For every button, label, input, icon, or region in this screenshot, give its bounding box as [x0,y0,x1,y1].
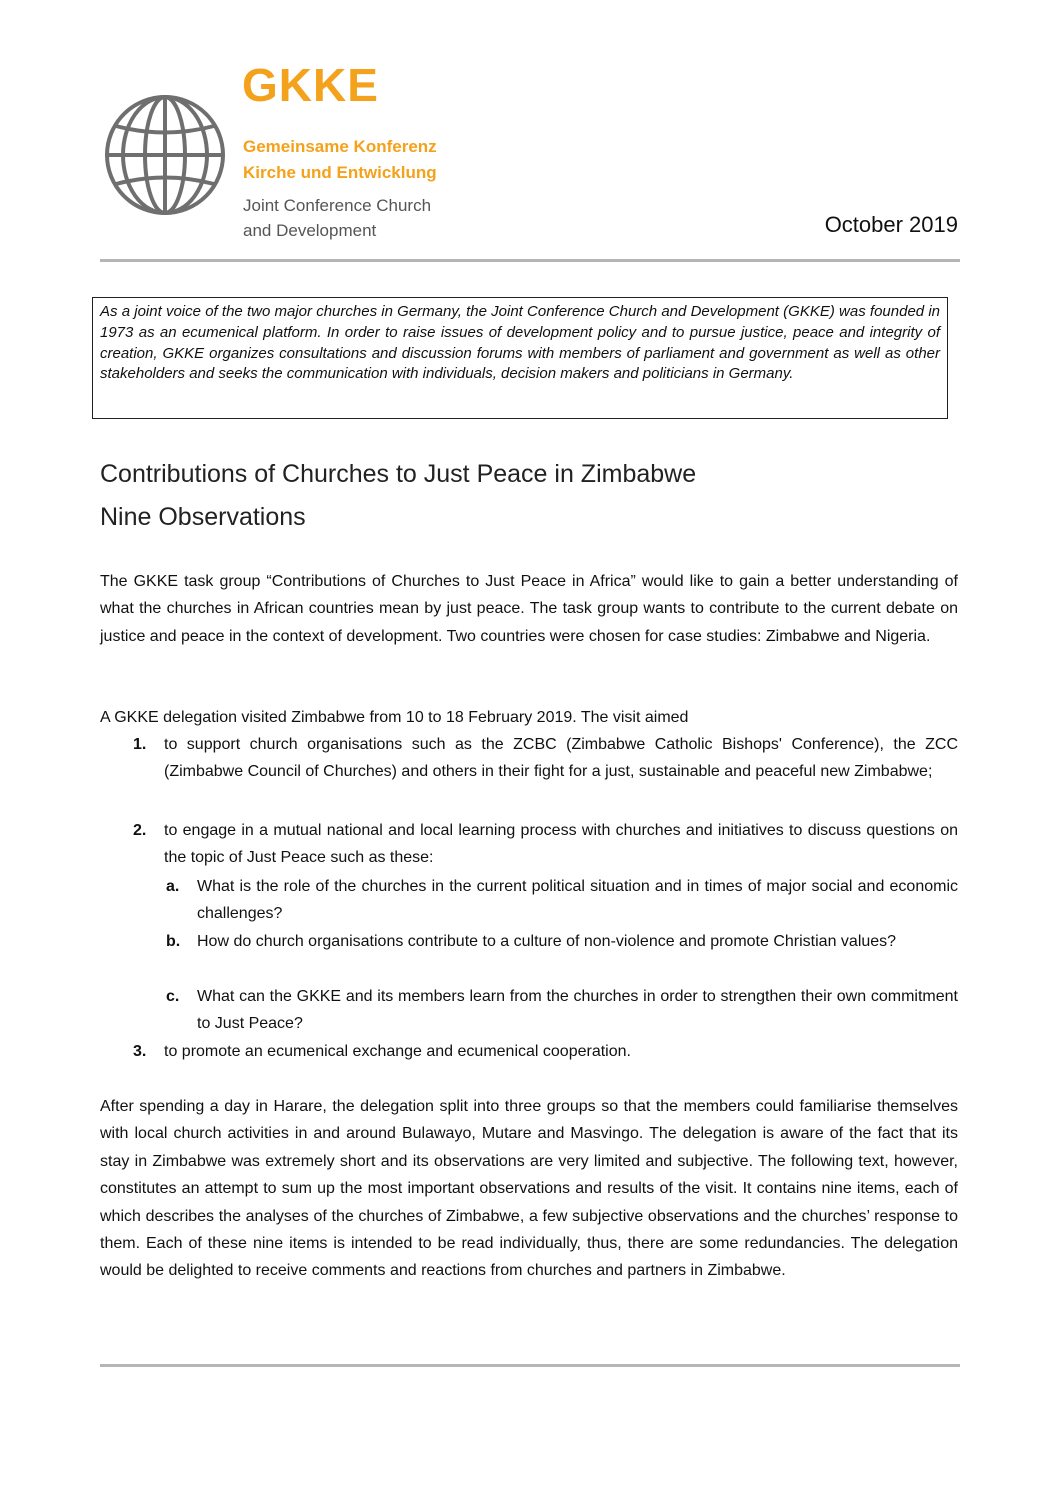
paragraph-task-group: The GKKE task group “Contributions of Churches to Just Peace in Africa” would like to gain a better understanding of what the churches in African countries mean by just peace. The task group wants to contribute to the current debate on justice and peace in the context of development. Two countries were chosen for case studies: Zimbabwe and Nigeria. [100,573,958,645]
globe-icon [103,93,227,217]
paragraph-delegation: A GKKE delegation visited Zimbabwe from 10 to 18 February 2019. The visit aimed [100,709,689,726]
sub-list-item-letter: c. [166,988,180,1005]
sub-list-item-letter: b. [166,933,181,950]
org-name-english-line2: and Development [243,221,377,240]
sub-list-item-text: What is the role of the churches in the current political situation and in times of major social and economic challenges? [197,878,958,923]
list-item-number: 1. [133,736,147,753]
footer-divider [100,1364,960,1367]
list-item-text: to support church organisations such as the ZCBC (Zimbabwe Catholic Bishops' Conference), the ZCC (Zimbabwe Council of Churches) and others in their fight for a just, sustainable and peaceful new Zimbabwe; [164,736,958,781]
brand-logo-text: GKKE [242,59,379,111]
sub-list-item-letter: a. [166,878,180,895]
intro-box: As a joint voice of the two major churches in Germany, the Joint Conference Church and Development (GKKE) was founded in 1973 as an ecumenical platform. In order to raise issues of development policy and to pursue justice, peace and integrity of creation, GKKE organizes consultations and discussion forums with members of parliament and government as well as other stakeholders and seeks the communication with individuals, decision makers and politicians in Germany. [92,297,948,419]
org-name-english [243,193,431,243]
sub-list-item-text: How do church organisations contribute to a culture of non-violence and promote Christian values? [197,933,897,950]
org-name-german-line1: Gemeinsame Konferenz [243,137,437,156]
list-item-text: to promote an ecumenical exchange and ecumenical cooperation. [164,1043,631,1060]
document-title: Contributions of Churches to Just Peace in Zimbabwe [100,460,697,488]
header-divider [100,259,960,262]
list-item-text: to engage in a mutual national and local learning process with churches and initiatives to discuss questions on the topic of Just Peace such as these: [164,822,958,867]
list-item-number: 3. [133,1043,147,1060]
list-item-number: 2. [133,822,147,839]
document-subtitle: Nine Observations [100,503,306,531]
document-date: October 2019 [824,212,958,237]
org-name-german [243,134,437,186]
paragraph-visit-summary: After spending a day in Harare, the delegation split into three groups so that the members could familiarise themselves with local church activities in and around Bulawayo, Mutare and Masvingo. The delegation is aware of the fact that its stay in Zimbabwe was extremely short and its observations are very limited and subjective. The following text, however, constitutes an attempt to sum up the most important observations and results of the visit. It contains nine items, each of which describes the analyses of the churches of Zimbabwe, a few subjective observations and the churches’ response to them. Each of these nine items is intended to be read individually, thus, there are some redundancies. The delegation would be delighted to receive comments and reactions from churches and partners in Zimbabwe. [100,1098,958,1280]
org-name-german-line2: Kirche und Entwicklung [243,163,437,182]
sub-list-item-text: What can the GKKE and its members learn from the churches in order to strengthen their own commitment to Just Peace? [197,988,958,1033]
org-name-english-line1: Joint Conference Church [243,196,432,215]
